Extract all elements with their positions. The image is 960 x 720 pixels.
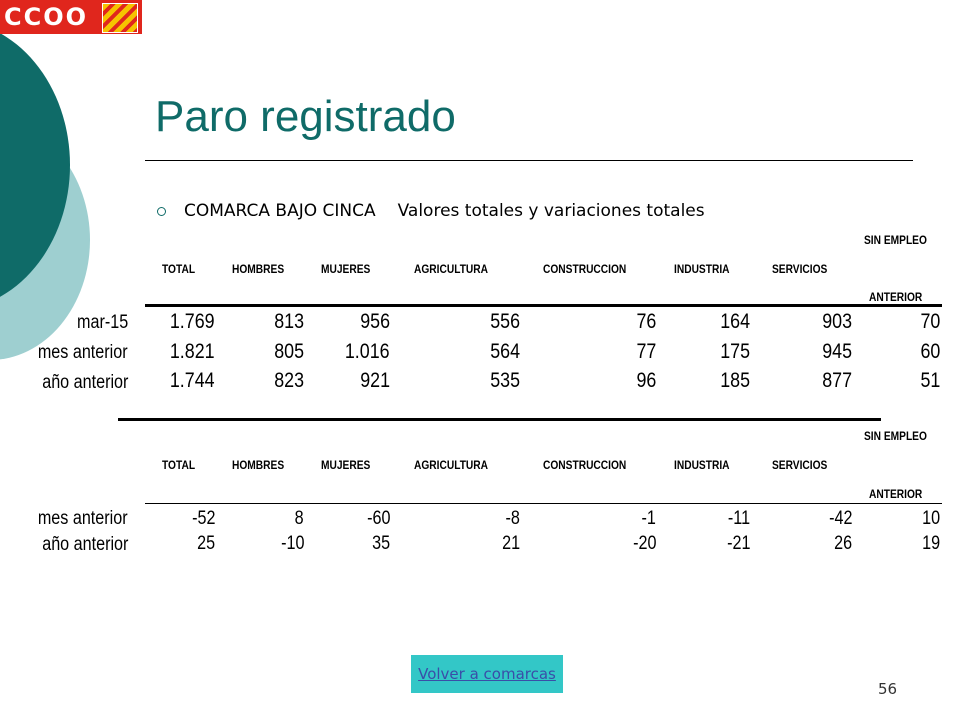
header-construccion: CONSTRUCCION: [543, 262, 627, 276]
aragon-flag-icon: [102, 3, 138, 33]
cell-construccion: 96: [636, 369, 656, 392]
cell-construccion: -1: [641, 508, 656, 529]
cell-hombres: -10: [280, 533, 304, 554]
cell-servicios: 903: [822, 310, 852, 333]
header-total: TOTAL: [162, 458, 196, 472]
header-sin-empleo: SIN EMPLEO: [864, 233, 927, 247]
cell-agricultura: -8: [505, 508, 520, 529]
header-total: TOTAL: [162, 262, 196, 276]
cell-total: 1.769: [170, 310, 215, 333]
cell-servicios: 26: [834, 533, 852, 554]
cell-sin-empleo: 60: [920, 340, 940, 363]
cell-construccion: -20: [632, 533, 656, 554]
cell-mujeres: 921: [360, 369, 390, 392]
cell-agricultura: 564: [490, 340, 520, 363]
page-title: Paro registrado: [155, 92, 456, 141]
bullet-point: [157, 201, 705, 221]
header-construccion: CONSTRUCCION: [543, 458, 627, 472]
cell-mujeres: -60: [366, 508, 390, 529]
cell-servicios: 877: [822, 369, 852, 392]
cell-sin-empleo: 19: [922, 533, 940, 554]
cell-industria: 185: [720, 369, 750, 392]
cell-construccion: 76: [636, 310, 656, 333]
cell-servicios: 945: [822, 340, 852, 363]
table-header-rule: [145, 304, 942, 307]
row-label: mes anterior: [38, 508, 128, 529]
title-divider: [145, 160, 913, 161]
bullet-circle-icon: [157, 207, 166, 216]
cell-total: 1.744: [170, 369, 215, 392]
header-mujeres: MUJERES: [321, 458, 371, 472]
header-mujeres: MUJERES: [321, 262, 371, 276]
header-servicios: SERVICIOS: [772, 262, 828, 276]
cell-servicios: -42: [828, 508, 852, 529]
region-name: COMARCA BAJO CINCA: [184, 201, 376, 221]
row-label: año anterior: [41, 372, 128, 393]
row-label: mar-15: [76, 312, 128, 333]
row-label: mes anterior: [38, 342, 128, 363]
row-label: año anterior: [41, 534, 128, 555]
cell-total: -52: [191, 508, 215, 529]
header-hombres: HOMBRES: [232, 458, 285, 472]
cell-agricultura: 21: [502, 533, 520, 554]
logo-text: CCOO: [4, 3, 89, 31]
cell-total: 1.821: [170, 340, 215, 363]
cell-mujeres: 956: [360, 310, 390, 333]
header-hombres: HOMBRES: [232, 262, 285, 276]
header-agricultura: AGRICULTURA: [414, 262, 489, 276]
header-servicios: SERVICIOS: [772, 458, 828, 472]
cell-mujeres: 35: [372, 533, 390, 554]
cell-agricultura: 535: [490, 369, 520, 392]
cell-hombres: 8: [295, 508, 304, 529]
cell-sin-empleo: 51: [920, 369, 940, 392]
section-divider: [118, 418, 881, 421]
ccoo-logo: [0, 0, 142, 34]
cell-mujeres: 1.016: [345, 340, 390, 363]
cell-construccion: 77: [636, 340, 656, 363]
cell-hombres: 813: [274, 310, 304, 333]
header-industria: INDUSTRIA: [674, 458, 730, 472]
header-agricultura: AGRICULTURA: [414, 458, 489, 472]
table-header-rule: [145, 503, 942, 504]
cell-hombres: 823: [274, 369, 304, 392]
cell-hombres: 805: [274, 340, 304, 363]
cell-sin-empleo: 10: [922, 508, 940, 529]
cell-industria: 175: [720, 340, 750, 363]
page-number: 56: [878, 680, 898, 698]
header-anterior: ANTERIOR: [869, 290, 923, 304]
cell-sin-empleo: 70: [920, 310, 940, 333]
bullet-description: Valores totales y variaciones totales: [397, 201, 705, 221]
header-anterior: ANTERIOR: [869, 487, 923, 501]
cell-agricultura: 556: [490, 310, 520, 333]
cell-total: 25: [197, 533, 215, 554]
header-industria: INDUSTRIA: [674, 262, 730, 276]
cell-industria: -11: [727, 508, 750, 529]
back-to-comarcas-link[interactable]: Volver a comarcas: [411, 655, 563, 693]
cell-industria: 164: [720, 310, 750, 333]
cell-industria: -21: [726, 533, 750, 554]
header-sin-empleo: SIN EMPLEO: [864, 429, 927, 443]
